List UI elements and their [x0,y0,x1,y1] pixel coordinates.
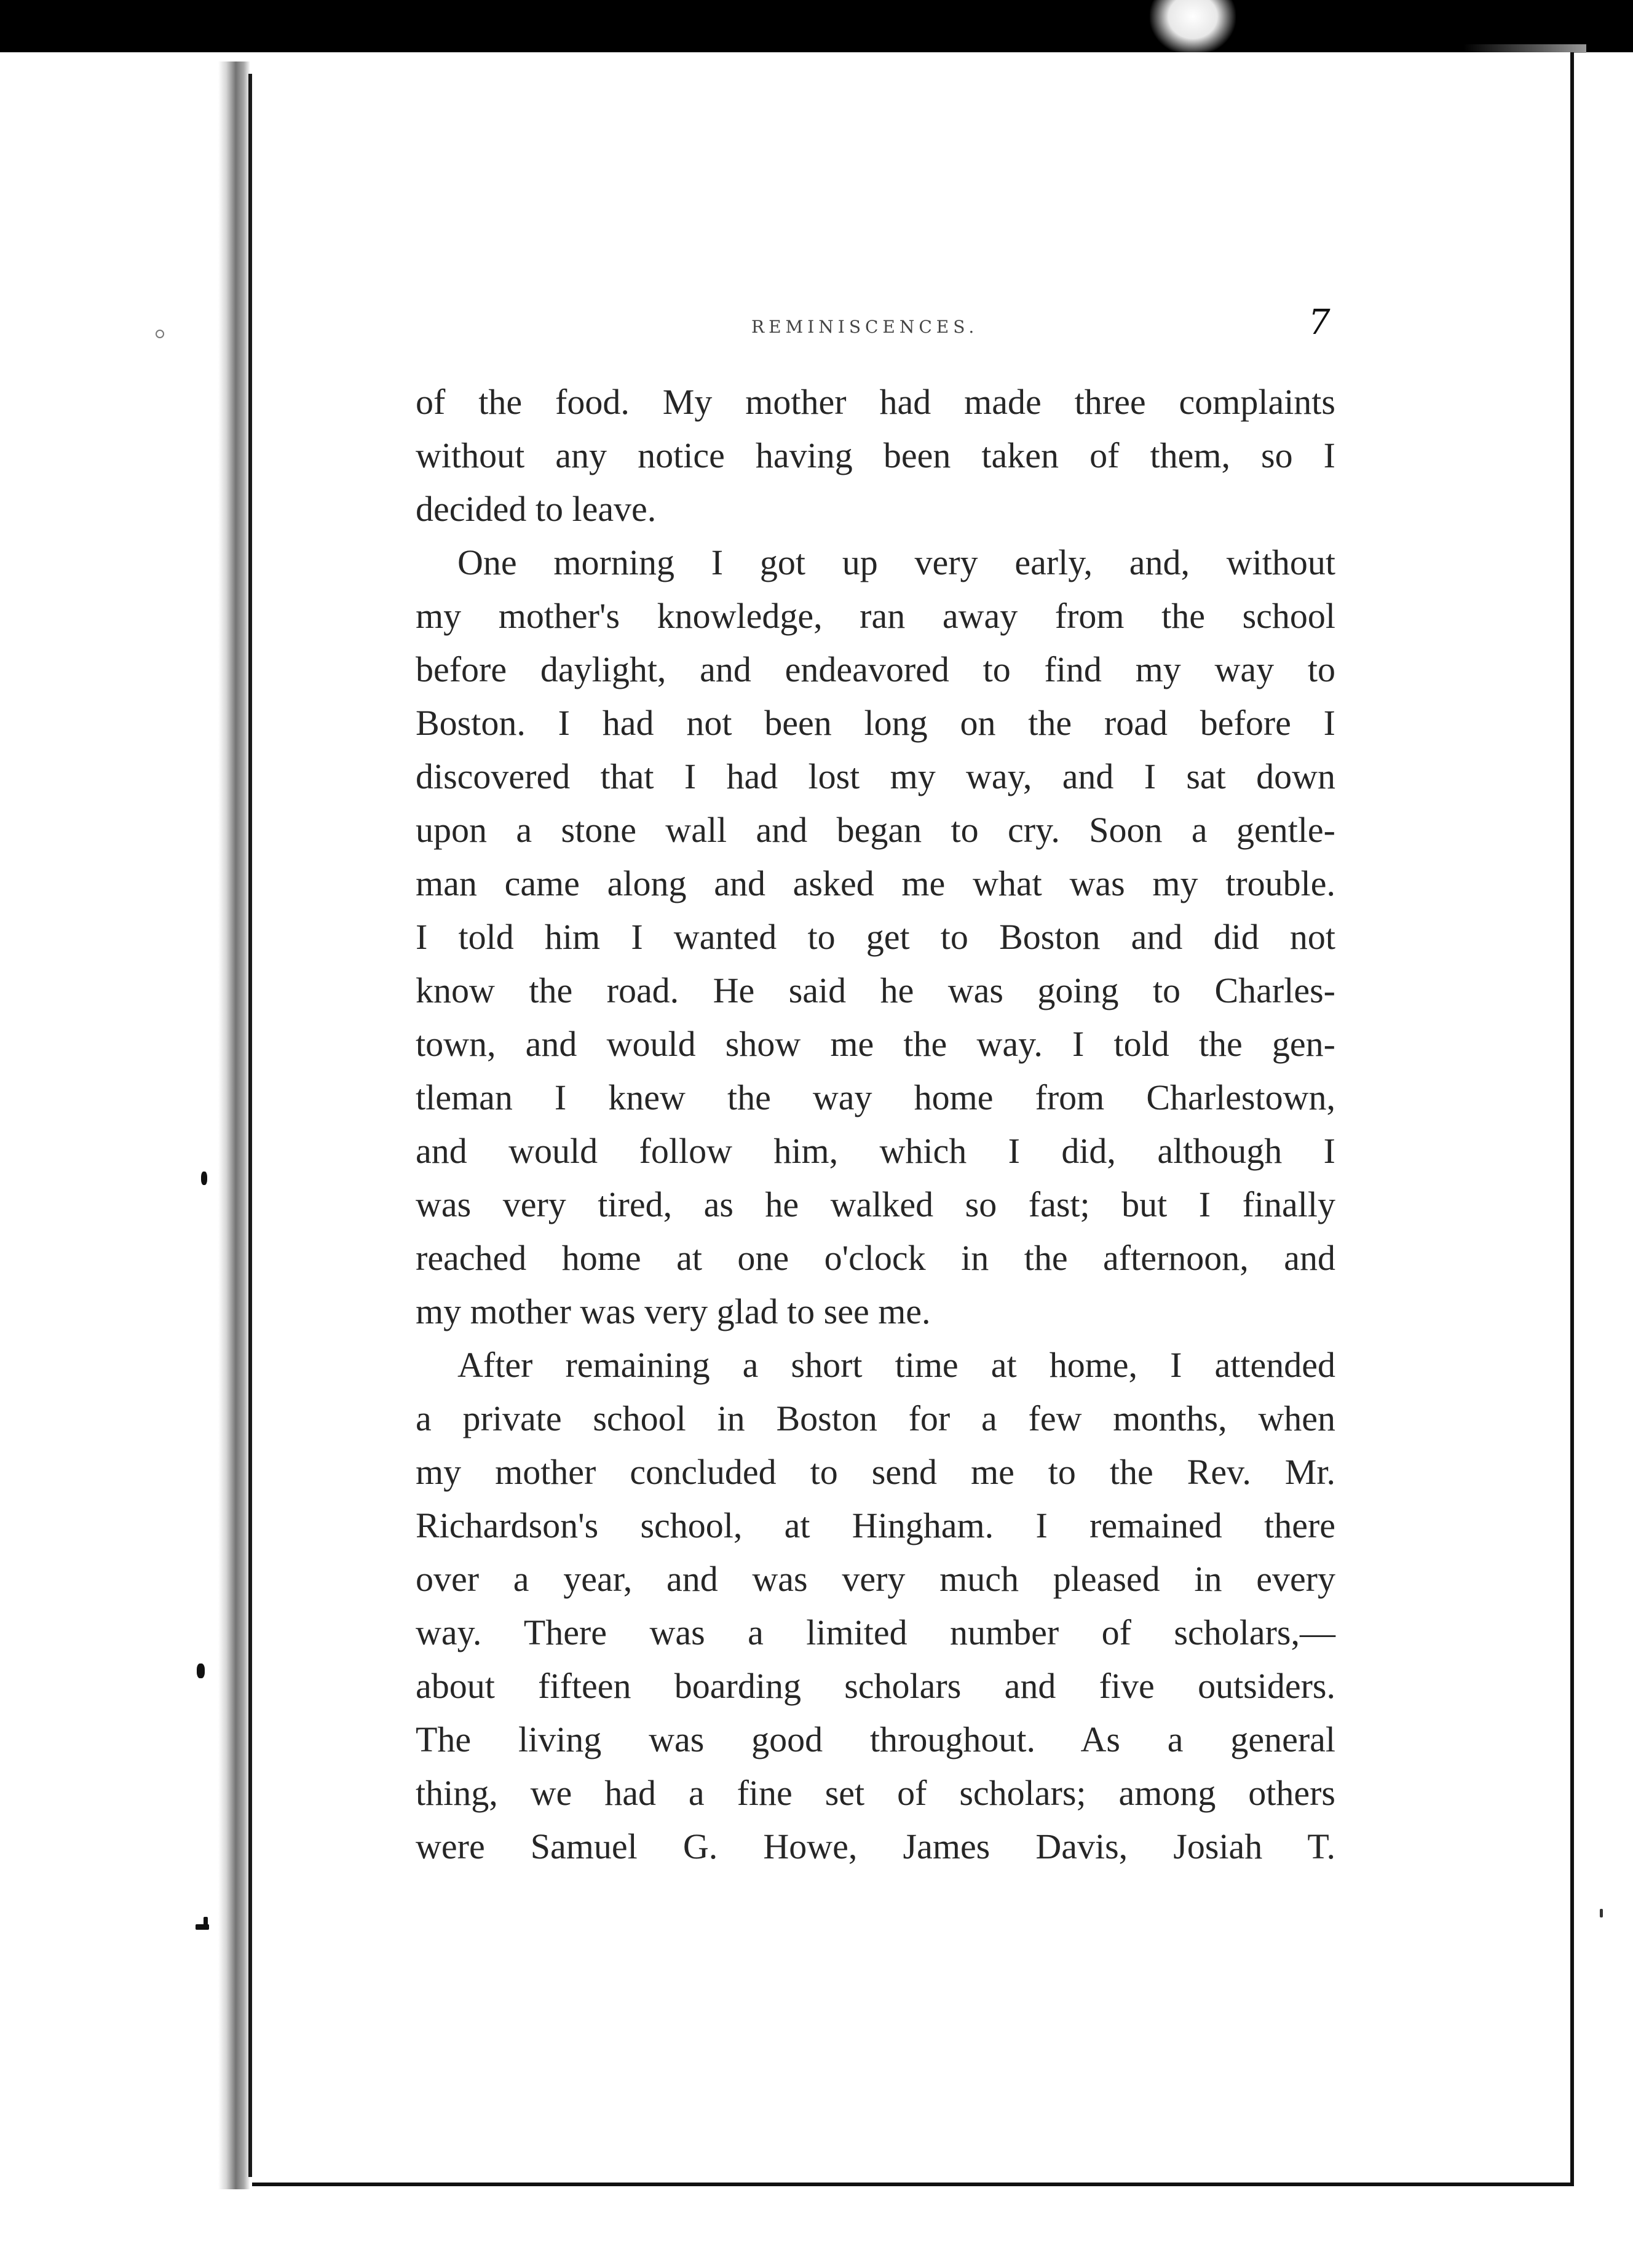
text-line: One morning I got up very early, and, without [457,542,1335,582]
text-line: without any notice having been taken of them, so I [416,435,1335,475]
text-line: Richardson's school, at Hingham. I remained there [416,1505,1335,1545]
text-line: way. There was a limited number of scholars,— [416,1612,1335,1652]
spine-shadow [218,61,250,2189]
running-head: REMINISCENCES. [751,317,979,337]
text-line: Boston. I had not been long on the road before I [416,703,1335,743]
margin-ring-mark [156,330,164,338]
text-line: and would follow him, which I did, although I [416,1131,1335,1171]
text-line: over a year, and was very much pleased in every [416,1559,1335,1599]
margin-ink-mark [204,1917,208,1929]
text-line: man came along and asked me what was my trouble. [416,863,1335,903]
text-line: was very tired, as he walked so fast; but I finally [416,1184,1335,1224]
body-text [416,375,1335,1873]
text-line: before daylight, and endeavored to find my way to [416,649,1335,689]
text-line: decided to leave. [416,489,657,529]
text-line: know the road. He said he was going to Charles- [416,970,1335,1010]
text-line: my mother concluded to send me to the Rev. Mr. [416,1452,1335,1492]
margin-ink-mark [201,1172,207,1185]
text-line: tleman I knew the way home from Charlestown, [416,1077,1335,1117]
text-line: I told him I wanted to get to Boston and did not [416,917,1335,957]
text-line: The living was good throughout. As a general [416,1719,1335,1759]
paper-speck [1150,0,1236,55]
margin-ink-mark [1600,1909,1603,1917]
text-line: a private school in Boston for a few months, when [416,1398,1335,1438]
text-line: discovered that I had lost my way, and I sat down [416,756,1335,796]
text-line: reached home at one o'clock in the afternoon, and [416,1238,1335,1278]
page-top-edge [1463,44,1586,53]
text-line: my mother's knowledge, ran away from the school [416,596,1335,636]
text-line: about fifteen boarding scholars and five outsiders. [416,1666,1335,1706]
text-line: town, and would show me the way. I told the gen- [416,1024,1335,1064]
text-line: thing, we had a fine set of scholars; among others [416,1773,1335,1813]
page-number: 7 [1308,303,1331,343]
text-line: of the food. My mother had made three complaints [416,382,1335,422]
text-line: were Samuel G. Howe, James Davis, Josiah T. [416,1826,1335,1866]
text-line: After remaining a short time at home, I attended [457,1345,1335,1385]
text-line: my mother was very glad to see me. [416,1291,931,1331]
margin-ink-mark [197,1663,205,1678]
text-line: upon a stone wall and began to cry. Soon a gentle- [416,810,1335,850]
